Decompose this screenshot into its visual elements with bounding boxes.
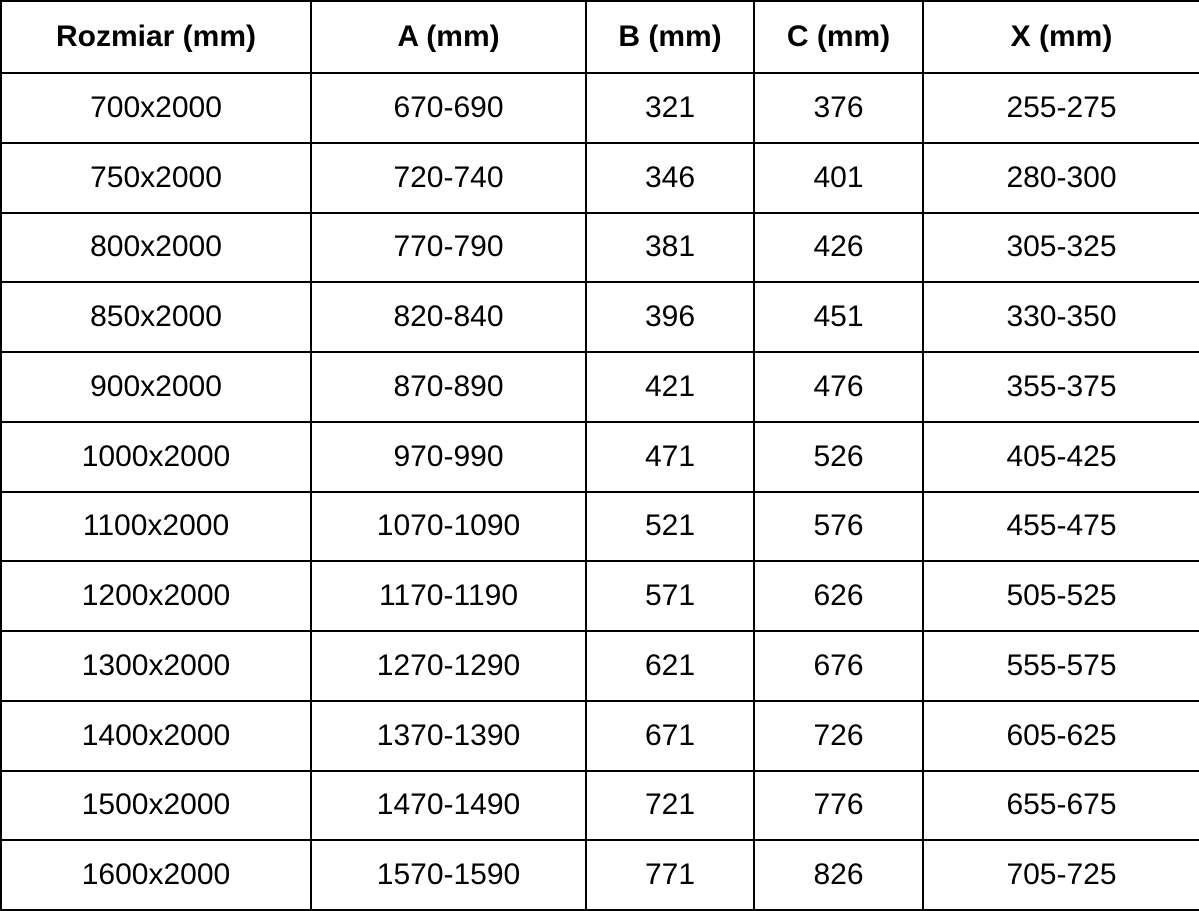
header-row [1,1,1199,73]
dim-x-cell: 655-675 [923,771,1199,841]
dim-b-cell: 671 [586,701,754,771]
table-row [1,561,1199,631]
dim-c-cell: 776 [754,771,923,841]
dim-x-cell: 555-575 [923,631,1199,701]
dim-a-cell: 1470-1490 [311,771,586,841]
dim-x-cell: 255-275 [923,73,1199,143]
table-header [1,1,1199,73]
header-b: B (mm) [586,1,754,73]
size-cell: 1300x2000 [1,631,311,701]
dim-b-cell: 421 [586,352,754,422]
size-cell: 1000x2000 [1,422,311,492]
dim-x-cell: 355-375 [923,352,1199,422]
dim-c-cell: 826 [754,840,923,910]
dim-b-cell: 621 [586,631,754,701]
size-cell: 700x2000 [1,73,311,143]
dim-b-cell: 571 [586,561,754,631]
dim-b-cell: 771 [586,840,754,910]
dim-c-cell: 626 [754,561,923,631]
dim-a-cell: 1570-1590 [311,840,586,910]
header-rozmiar: Rozmiar (mm) [1,1,311,73]
size-cell: 750x2000 [1,143,311,213]
header-c: C (mm) [754,1,923,73]
dim-a-cell: 770-790 [311,213,586,283]
table-row [1,213,1199,283]
table-row [1,143,1199,213]
dim-a-cell: 870-890 [311,352,586,422]
dim-x-cell: 705-725 [923,840,1199,910]
dim-a-cell: 1370-1390 [311,701,586,771]
dim-a-cell: 970-990 [311,422,586,492]
table-row [1,631,1199,701]
table-row [1,771,1199,841]
dim-a-cell: 1270-1290 [311,631,586,701]
dim-c-cell: 451 [754,282,923,352]
table-row [1,492,1199,562]
size-cell: 1200x2000 [1,561,311,631]
dim-c-cell: 526 [754,422,923,492]
size-cell: 1100x2000 [1,492,311,562]
size-cell: 1400x2000 [1,701,311,771]
dim-x-cell: 405-425 [923,422,1199,492]
dim-b-cell: 521 [586,492,754,562]
dim-b-cell: 346 [586,143,754,213]
table-row [1,282,1199,352]
size-cell: 1600x2000 [1,840,311,910]
header-a: A (mm) [311,1,586,73]
table-body [1,73,1199,910]
size-cell: 800x2000 [1,213,311,283]
dim-c-cell: 476 [754,352,923,422]
dim-x-cell: 280-300 [923,143,1199,213]
size-cell: 850x2000 [1,282,311,352]
dim-b-cell: 321 [586,73,754,143]
dim-c-cell: 376 [754,73,923,143]
size-cell: 900x2000 [1,352,311,422]
dim-c-cell: 576 [754,492,923,562]
dim-a-cell: 820-840 [311,282,586,352]
dim-c-cell: 676 [754,631,923,701]
size-cell: 1500x2000 [1,771,311,841]
dim-x-cell: 305-325 [923,213,1199,283]
header-x: X (mm) [923,1,1199,73]
table-row [1,701,1199,771]
table-row [1,422,1199,492]
dim-a-cell: 670-690 [311,73,586,143]
dim-x-cell: 505-525 [923,561,1199,631]
table-row [1,352,1199,422]
dim-a-cell: 720-740 [311,143,586,213]
dim-c-cell: 726 [754,701,923,771]
dim-x-cell: 455-475 [923,492,1199,562]
dim-b-cell: 721 [586,771,754,841]
dim-x-cell: 605-625 [923,701,1199,771]
dim-c-cell: 401 [754,143,923,213]
dim-b-cell: 396 [586,282,754,352]
table-row [1,73,1199,143]
dim-a-cell: 1170-1190 [311,561,586,631]
dim-c-cell: 426 [754,213,923,283]
dim-b-cell: 471 [586,422,754,492]
dim-x-cell: 330-350 [923,282,1199,352]
dim-b-cell: 381 [586,213,754,283]
dim-a-cell: 1070-1090 [311,492,586,562]
table-row [1,840,1199,910]
